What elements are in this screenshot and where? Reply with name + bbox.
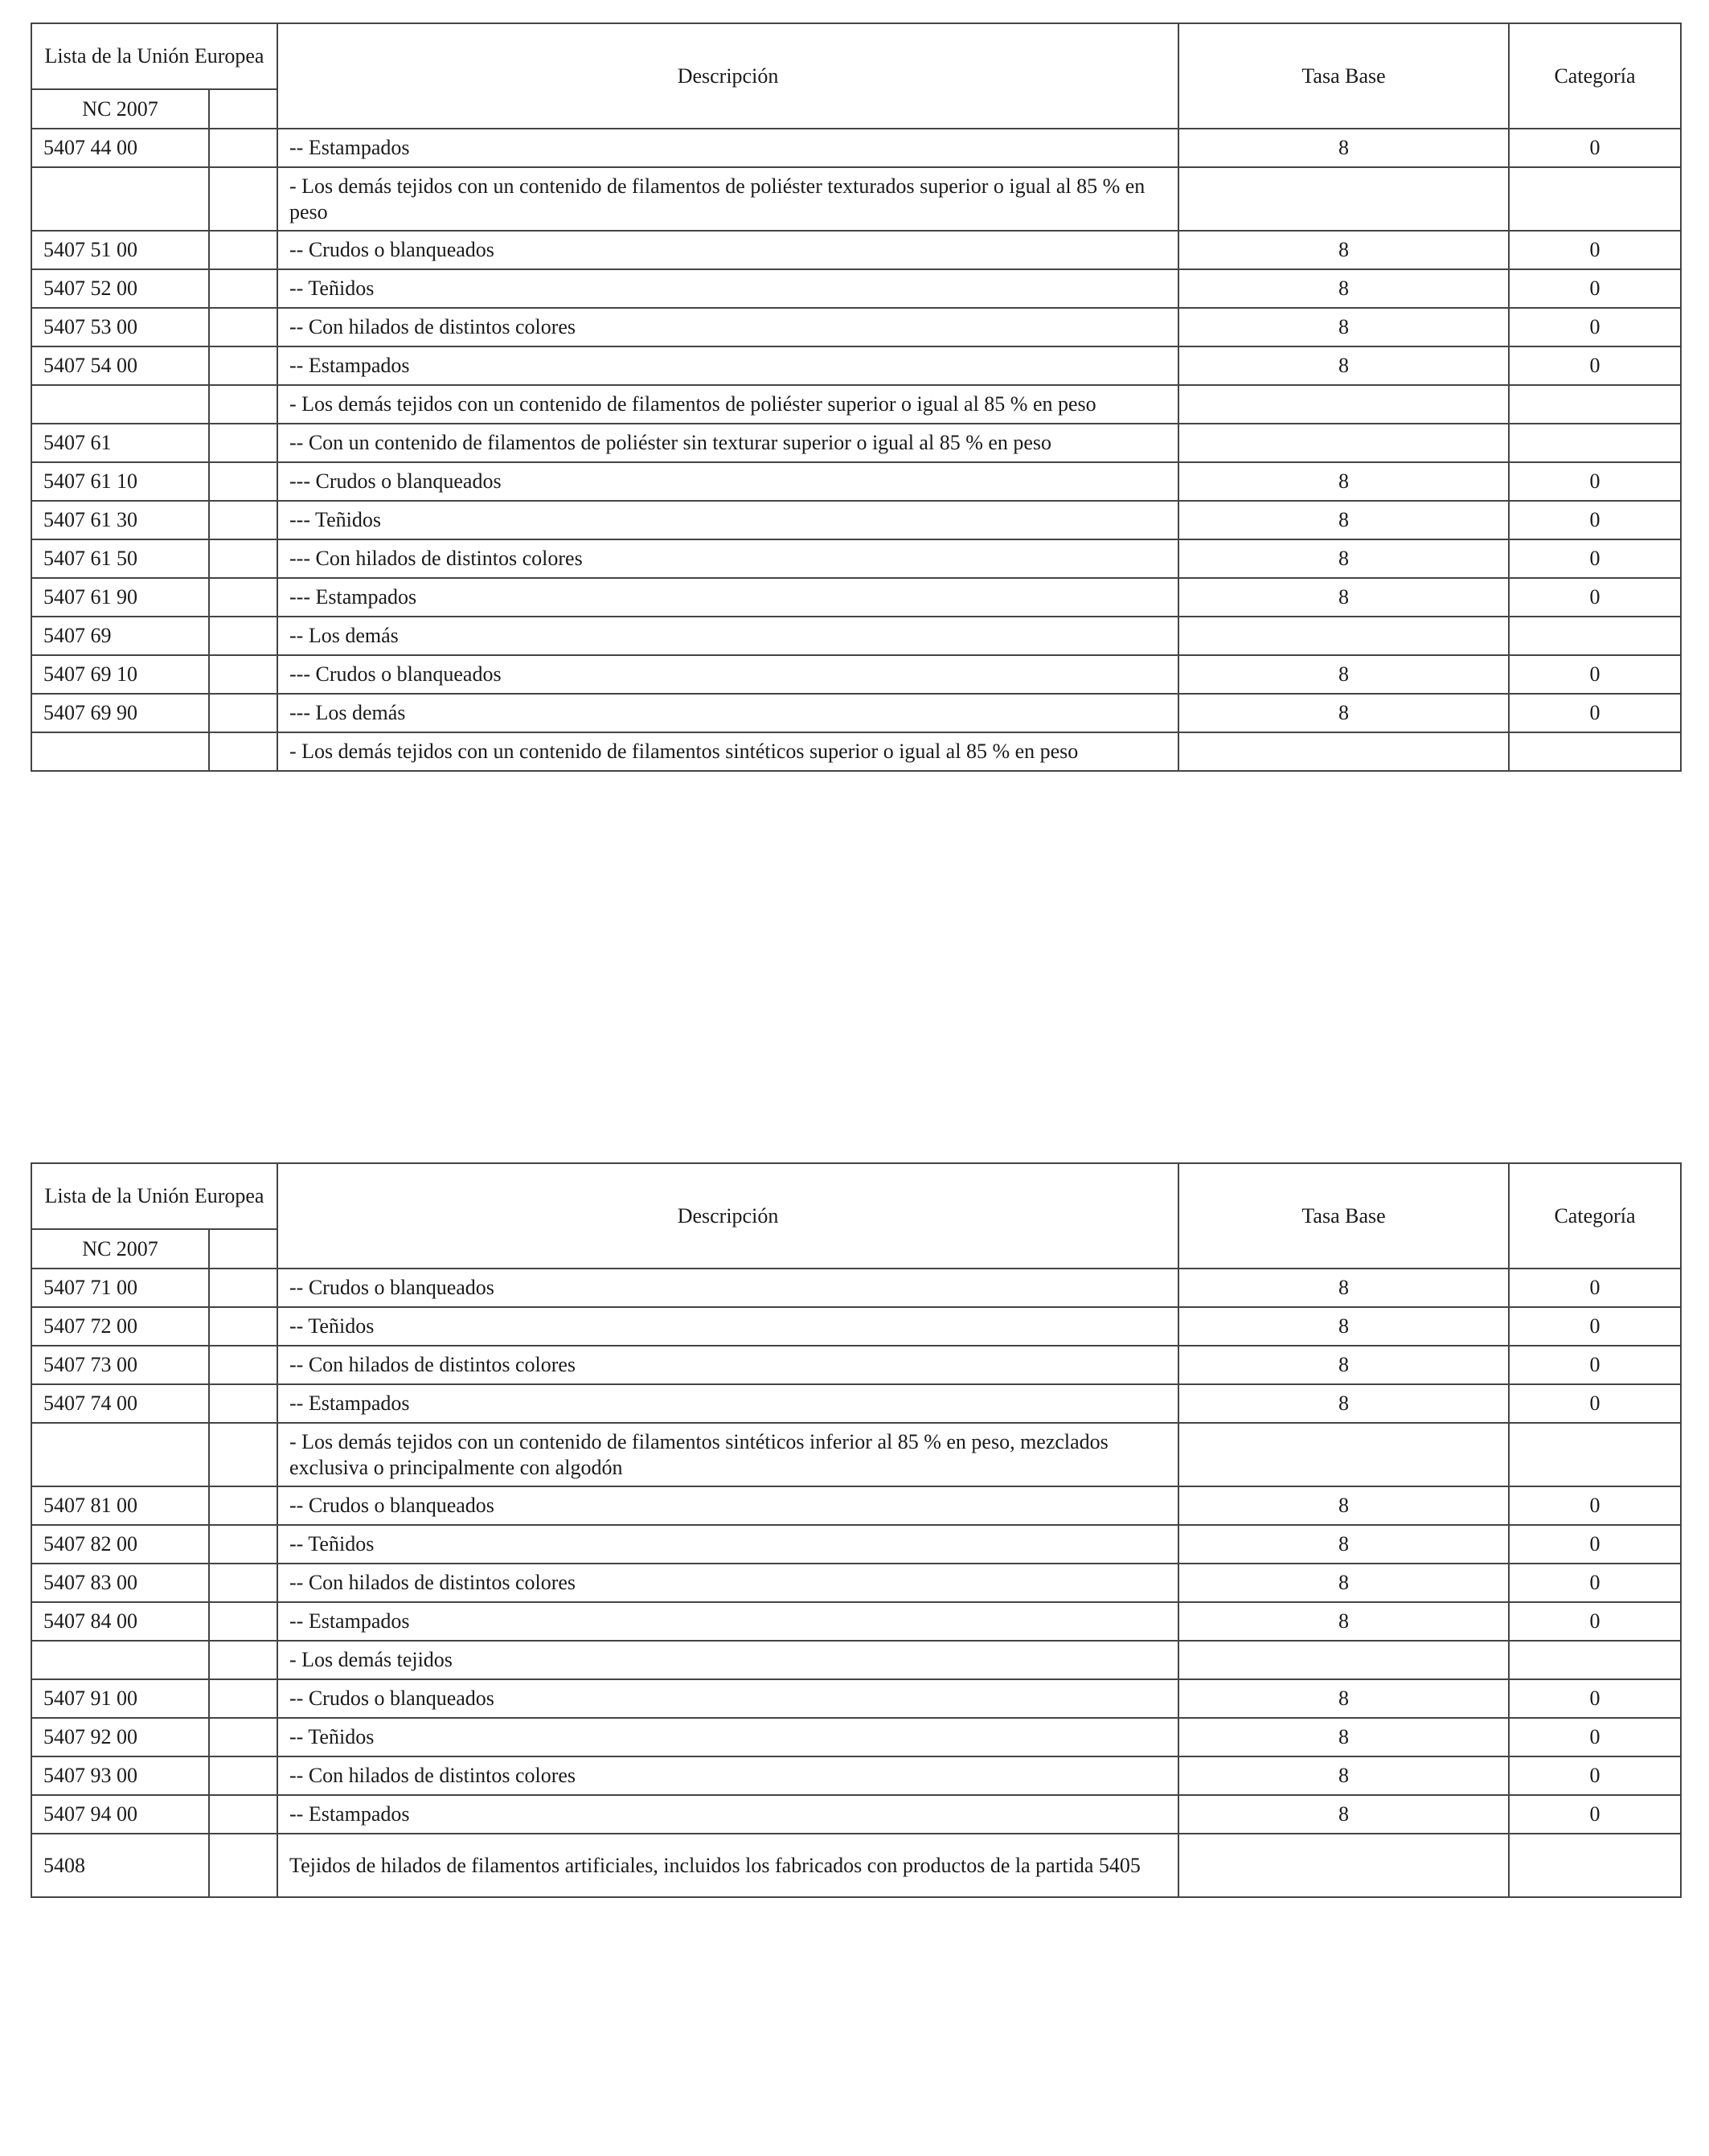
empty-cell (209, 231, 277, 269)
base-rate-cell: 8 (1178, 1346, 1509, 1384)
table-body (31, 1269, 1681, 1897)
description-cell: -- Estampados (277, 1795, 1178, 1834)
description-cell: --- Crudos o blanqueados (277, 462, 1178, 501)
empty-cell (209, 732, 277, 771)
empty-cell (209, 1384, 277, 1423)
empty-cell (209, 1756, 277, 1795)
table-row (31, 129, 1681, 167)
nc-code-cell (31, 1423, 209, 1486)
base-rate-cell: 8 (1178, 1486, 1509, 1525)
empty-cell (209, 1795, 277, 1834)
description-cell: -- Los demás (277, 617, 1178, 655)
base-rate-cell: 8 (1178, 231, 1509, 269)
category-cell (1509, 167, 1681, 231)
description-cell: -- Con un contenido de filamentos de poliéster sin texturar superior o igual al 85 % en peso (277, 424, 1178, 462)
nc-code-cell: 5407 69 10 (31, 655, 209, 694)
category-cell: 0 (1509, 1602, 1681, 1641)
nc-code-cell: 5407 82 00 (31, 1525, 209, 1564)
description-cell: -- Estampados (277, 1602, 1178, 1641)
table-row (31, 424, 1681, 462)
category-cell: 0 (1509, 308, 1681, 346)
table-row (31, 1641, 1681, 1679)
description-cell: -- Teñidos (277, 1525, 1178, 1564)
table-row (31, 1718, 1681, 1756)
nc-code-cell (31, 385, 209, 424)
nc-code-cell: 5408 (31, 1834, 209, 1897)
nc-code-cell: 5407 74 00 (31, 1384, 209, 1423)
category-cell: 0 (1509, 1756, 1681, 1795)
table-row (31, 462, 1681, 501)
nc-code-cell: 5407 61 50 (31, 539, 209, 578)
category-cell: 0 (1509, 462, 1681, 501)
nc-code-cell: 5407 54 00 (31, 346, 209, 385)
category-cell: 0 (1509, 1346, 1681, 1384)
base-rate-cell: 8 (1178, 308, 1509, 346)
nc-code-cell: 5407 91 00 (31, 1679, 209, 1718)
description-cell: --- Estampados (277, 578, 1178, 617)
category-cell (1509, 1423, 1681, 1486)
description-cell: -- Crudos o blanqueados (277, 1486, 1178, 1525)
table-row (31, 269, 1681, 308)
nc-code-cell: 5407 52 00 (31, 269, 209, 308)
empty-cell (209, 269, 277, 308)
description-cell: -- Con hilados de distintos colores (277, 1346, 1178, 1384)
empty-cell (209, 1346, 277, 1384)
nc-code-cell: 5407 61 30 (31, 501, 209, 539)
header-description: Descripción (277, 23, 1178, 129)
nc-code-cell (31, 1641, 209, 1679)
nc-code-cell: 5407 69 90 (31, 694, 209, 732)
empty-cell (209, 129, 277, 167)
base-rate-cell (1178, 617, 1509, 655)
base-rate-cell: 8 (1178, 1602, 1509, 1641)
description-cell: -- Teñidos (277, 269, 1178, 308)
category-cell: 0 (1509, 1679, 1681, 1718)
category-cell (1509, 1834, 1681, 1897)
nc-code-cell: 5407 72 00 (31, 1307, 209, 1346)
description-cell: - Los demás tejidos con un contenido de filamentos sintéticos superior o igual al 85 % en peso (277, 732, 1178, 771)
nc-code-cell: 5407 71 00 (31, 1269, 209, 1307)
description-cell: -- Estampados (277, 129, 1178, 167)
table-row (31, 1486, 1681, 1525)
base-rate-cell: 8 (1178, 539, 1509, 578)
table-row (31, 1564, 1681, 1602)
description-cell: - Los demás tejidos (277, 1641, 1178, 1679)
base-rate-cell (1178, 1834, 1509, 1897)
table-row (31, 732, 1681, 771)
table-body (31, 129, 1681, 771)
table-row (31, 655, 1681, 694)
empty-cell (209, 308, 277, 346)
empty-cell (209, 1269, 277, 1307)
header-empty (209, 89, 277, 129)
description-cell: --- Los demás (277, 694, 1178, 732)
empty-cell (209, 1834, 277, 1897)
category-cell: 0 (1509, 129, 1681, 167)
category-cell: 0 (1509, 1718, 1681, 1756)
base-rate-cell: 8 (1178, 346, 1509, 385)
description-cell: -- Crudos o blanqueados (277, 1269, 1178, 1307)
description-cell: -- Crudos o blanqueados (277, 231, 1178, 269)
category-cell: 0 (1509, 269, 1681, 308)
base-rate-cell: 8 (1178, 1718, 1509, 1756)
base-rate-cell (1178, 1641, 1509, 1679)
category-cell (1509, 617, 1681, 655)
header-eu-list: Lista de la Unión Europea (31, 23, 277, 89)
empty-cell (209, 617, 277, 655)
category-cell: 0 (1509, 539, 1681, 578)
base-rate-cell: 8 (1178, 1756, 1509, 1795)
empty-cell (209, 1307, 277, 1346)
nc-code-cell: 5407 51 00 (31, 231, 209, 269)
base-rate-cell (1178, 732, 1509, 771)
table-row (31, 617, 1681, 655)
table-row (31, 578, 1681, 617)
table-row (31, 1834, 1681, 1897)
empty-cell (209, 539, 277, 578)
base-rate-cell: 8 (1178, 1384, 1509, 1423)
table-row (31, 1346, 1681, 1384)
description-cell: --- Teñidos (277, 501, 1178, 539)
description-cell: - Los demás tejidos con un contenido de filamentos de poliéster texturados superior o igual al 85 % en peso (277, 167, 1178, 231)
description-cell: - Los demás tejidos con un contenido de filamentos de poliéster superior o igual al 85 % en peso (277, 385, 1178, 424)
category-cell: 0 (1509, 501, 1681, 539)
nc-code-cell: 5407 93 00 (31, 1756, 209, 1795)
empty-cell (209, 655, 277, 694)
category-cell: 0 (1509, 1564, 1681, 1602)
header-category: Categoría (1509, 1163, 1681, 1269)
description-cell: -- Con hilados de distintos colores (277, 308, 1178, 346)
table-row (31, 1756, 1681, 1795)
table-row (31, 1525, 1681, 1564)
base-rate-cell: 8 (1178, 129, 1509, 167)
category-cell (1509, 424, 1681, 462)
empty-cell (209, 1602, 277, 1641)
description-cell: --- Crudos o blanqueados (277, 655, 1178, 694)
nc-code-cell: 5407 61 10 (31, 462, 209, 501)
base-rate-cell (1178, 424, 1509, 462)
table-row (31, 1795, 1681, 1834)
description-cell: - Los demás tejidos con un contenido de filamentos sintéticos inferior al 85 % en peso, mezclados exclusiva o principalmente con algodón (277, 1423, 1178, 1486)
empty-cell (209, 501, 277, 539)
header-nc: NC 2007 (31, 89, 209, 129)
table-row (31, 385, 1681, 424)
base-rate-cell: 8 (1178, 1564, 1509, 1602)
nc-code-cell: 5407 73 00 (31, 1346, 209, 1384)
empty-cell (209, 167, 277, 231)
empty-cell (209, 462, 277, 501)
table-row (31, 167, 1681, 231)
base-rate-cell: 8 (1178, 1525, 1509, 1564)
header-nc: NC 2007 (31, 1229, 209, 1269)
table-row (31, 1679, 1681, 1718)
nc-code-cell: 5407 92 00 (31, 1718, 209, 1756)
table-row (31, 694, 1681, 732)
category-cell: 0 (1509, 231, 1681, 269)
empty-cell (209, 1718, 277, 1756)
empty-cell (209, 385, 277, 424)
tariff-table-2 (31, 1162, 1682, 1898)
category-cell: 0 (1509, 1486, 1681, 1525)
table-row (31, 308, 1681, 346)
table-row (31, 1602, 1681, 1641)
base-rate-cell: 8 (1178, 1795, 1509, 1834)
description-cell: -- Con hilados de distintos colores (277, 1756, 1178, 1795)
category-cell: 0 (1509, 1525, 1681, 1564)
category-cell: 0 (1509, 1384, 1681, 1423)
empty-cell (209, 1679, 277, 1718)
base-rate-cell: 8 (1178, 269, 1509, 308)
base-rate-cell: 8 (1178, 694, 1509, 732)
nc-code-cell (31, 732, 209, 771)
category-cell: 0 (1509, 655, 1681, 694)
description-cell: -- Con hilados de distintos colores (277, 1564, 1178, 1602)
table-header-row (31, 23, 1681, 89)
empty-cell (209, 424, 277, 462)
description-cell: -- Estampados (277, 1384, 1178, 1423)
header-category: Categoría (1509, 23, 1681, 129)
base-rate-cell: 8 (1178, 462, 1509, 501)
base-rate-cell (1178, 385, 1509, 424)
table-row (31, 231, 1681, 269)
header-description: Descripción (277, 1163, 1178, 1269)
empty-cell (209, 1564, 277, 1602)
nc-code-cell (31, 167, 209, 231)
description-cell: Tejidos de hilados de filamentos artificiales, incluidos los fabricados con productos de la partida 5405 (277, 1834, 1178, 1897)
header-base-rate: Tasa Base (1178, 23, 1509, 129)
category-cell: 0 (1509, 1269, 1681, 1307)
table-row (31, 1307, 1681, 1346)
table-row (31, 1423, 1681, 1486)
empty-cell (209, 578, 277, 617)
description-cell: -- Teñidos (277, 1307, 1178, 1346)
header-eu-list: Lista de la Unión Europea (31, 1163, 277, 1229)
category-cell: 0 (1509, 1307, 1681, 1346)
description-cell: --- Con hilados de distintos colores (277, 539, 1178, 578)
category-cell: 0 (1509, 694, 1681, 732)
nc-code-cell: 5407 94 00 (31, 1795, 209, 1834)
table-row (31, 1269, 1681, 1307)
description-cell: -- Crudos o blanqueados (277, 1679, 1178, 1718)
nc-code-cell: 5407 84 00 (31, 1602, 209, 1641)
tariff-table-1 (31, 23, 1682, 772)
table-row (31, 1384, 1681, 1423)
base-rate-cell: 8 (1178, 1679, 1509, 1718)
category-cell (1509, 1641, 1681, 1679)
table-row (31, 501, 1681, 539)
base-rate-cell: 8 (1178, 578, 1509, 617)
empty-cell (209, 1641, 277, 1679)
base-rate-cell (1178, 167, 1509, 231)
empty-cell (209, 694, 277, 732)
nc-code-cell: 5407 44 00 (31, 129, 209, 167)
base-rate-cell: 8 (1178, 1307, 1509, 1346)
nc-code-cell: 5407 81 00 (31, 1486, 209, 1525)
empty-cell (209, 1423, 277, 1486)
description-cell: -- Teñidos (277, 1718, 1178, 1756)
header-empty (209, 1229, 277, 1269)
empty-cell (209, 1525, 277, 1564)
category-cell (1509, 732, 1681, 771)
base-rate-cell (1178, 1423, 1509, 1486)
nc-code-cell: 5407 83 00 (31, 1564, 209, 1602)
empty-cell (209, 346, 277, 385)
category-cell: 0 (1509, 578, 1681, 617)
nc-code-cell: 5407 61 90 (31, 578, 209, 617)
description-cell: -- Estampados (277, 346, 1178, 385)
base-rate-cell: 8 (1178, 1269, 1509, 1307)
base-rate-cell: 8 (1178, 501, 1509, 539)
category-cell (1509, 385, 1681, 424)
nc-code-cell: 5407 69 (31, 617, 209, 655)
base-rate-cell: 8 (1178, 655, 1509, 694)
table-row (31, 346, 1681, 385)
category-cell: 0 (1509, 1795, 1681, 1834)
empty-cell (209, 1486, 277, 1525)
table-header-row (31, 1163, 1681, 1229)
table-row (31, 539, 1681, 578)
header-base-rate: Tasa Base (1178, 1163, 1509, 1269)
nc-code-cell: 5407 61 (31, 424, 209, 462)
category-cell: 0 (1509, 346, 1681, 385)
nc-code-cell: 5407 53 00 (31, 308, 209, 346)
